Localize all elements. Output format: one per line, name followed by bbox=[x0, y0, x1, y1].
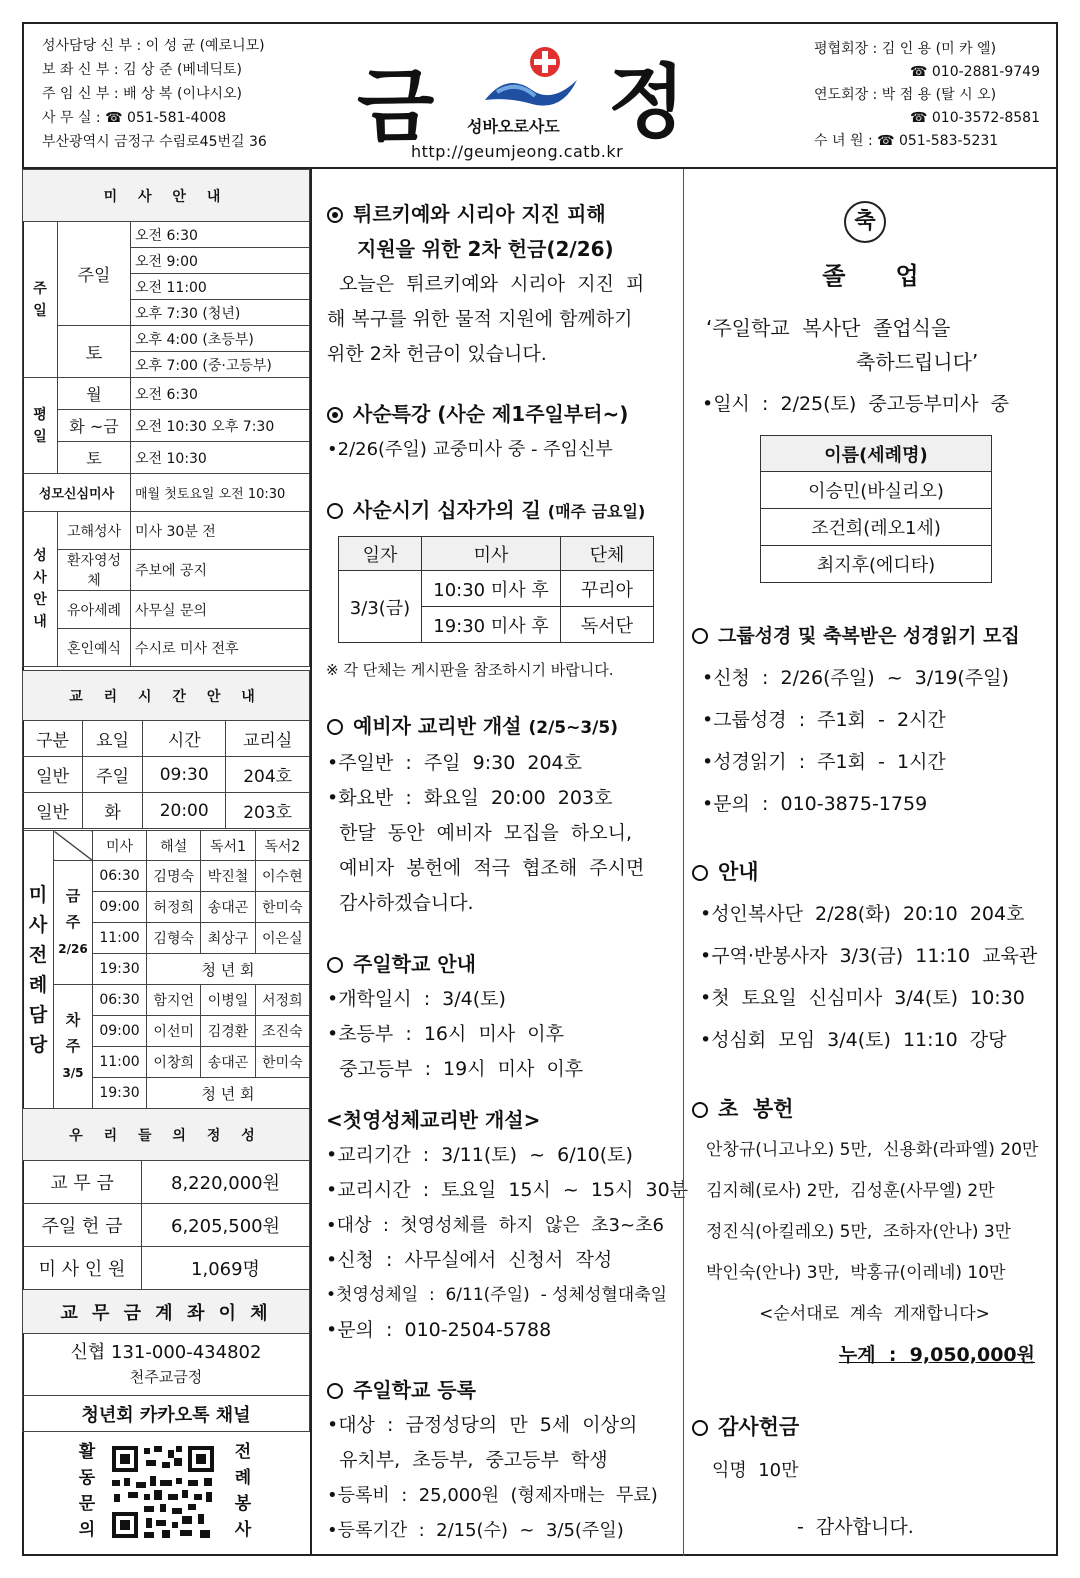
qr-code-icon[interactable] bbox=[110, 1444, 216, 1540]
diagonal-cell bbox=[54, 831, 93, 861]
council-line: 평협회장 : 김 인 용 (미 카 엘) bbox=[814, 41, 997, 57]
body-line: •초등부 : 16시 미사 이후 bbox=[327, 1023, 564, 1045]
bullet-icon bbox=[327, 1383, 343, 1399]
tue-fri-label: 화 ~금 bbox=[58, 410, 131, 442]
table-cell: 06:30 bbox=[93, 985, 147, 1016]
account-title: 교 무 금 계 좌 이 체 bbox=[23, 1290, 310, 1334]
sunday-school-info bbox=[327, 947, 672, 1087]
table-cell: 19:30 미사 후 bbox=[422, 607, 561, 643]
offering-value: 8,220,000원 bbox=[142, 1161, 310, 1204]
title-text: 초 봉헌 bbox=[718, 1097, 794, 1121]
column-header: 요일 bbox=[83, 721, 143, 757]
table-cell: 11:00 bbox=[93, 923, 147, 954]
sunday-label: 주일 bbox=[58, 222, 131, 326]
column-header: 구분 bbox=[23, 721, 83, 757]
graduation-date: •일시 : 2/25(토) 중고등부미사 중 bbox=[702, 393, 1009, 415]
catechism-table bbox=[22, 670, 310, 829]
body-line: •문의 : 010-2504-5788 bbox=[326, 1319, 552, 1341]
mass-time: 오후 7:30 (청년) bbox=[131, 300, 310, 326]
table-cell: 09:30 bbox=[143, 757, 226, 793]
account-number: 신협 131-000-434802 bbox=[70, 1341, 262, 1363]
devotion-mass-time: 매월 첫토요일 오전 10:30 bbox=[131, 474, 310, 512]
congratulation-badge-icon: 축 bbox=[844, 201, 886, 243]
account-holder: 천주교금정 bbox=[129, 1367, 203, 1386]
title-left: 금 bbox=[357, 60, 437, 153]
table-cell: 이병일 bbox=[201, 985, 255, 1016]
duty-vertical-label: 미 사 전 례 담 당 bbox=[23, 831, 54, 1109]
body-line: 유치부, 초등부, 중고등부 학생 bbox=[327, 1449, 608, 1471]
table-cell: 06:30 bbox=[93, 861, 147, 892]
table-cell: 3/3(금) bbox=[339, 571, 422, 643]
column-header: 미사 bbox=[422, 537, 561, 571]
body-line: 예비자 봉헌에 적극 협조해 주시면 bbox=[327, 857, 645, 879]
body-line: 감사하겠습니다. bbox=[327, 892, 474, 914]
body-line: •문의 : 010-3875-1759 bbox=[702, 793, 928, 815]
first-communion-class bbox=[326, 1103, 689, 1348]
mass-time: 오전 10:30 bbox=[131, 442, 310, 474]
body-line: •신청 : 사무실에서 신청서 작성 bbox=[326, 1249, 613, 1271]
this-week-label bbox=[54, 861, 93, 985]
bullet-icon bbox=[327, 503, 343, 519]
table-cell: 이수현 bbox=[255, 861, 309, 892]
table-cell: 10:30 미사 후 bbox=[422, 571, 561, 607]
mass-time: 오후 4:00 (초등부) bbox=[131, 326, 310, 352]
sacrament-vertical-label: 성 사 안 내 bbox=[23, 512, 58, 667]
devotion-mass-label: 성모신심미사 bbox=[23, 474, 131, 512]
lent-lecture bbox=[327, 397, 672, 467]
bullet-icon bbox=[692, 1102, 708, 1118]
mass-time: 오전 6:30 bbox=[131, 222, 310, 248]
title-text: 주일학교 등록 bbox=[353, 1378, 476, 1402]
sacrament-name: 환자영성체 bbox=[58, 550, 131, 591]
graduate-name: 조건희(레오1세) bbox=[761, 509, 992, 546]
mass-time: 오전 10:30 오후 7:30 bbox=[131, 410, 310, 442]
body-line: •구역·반봉사자 3/3(금) 11:10 교육관 bbox=[700, 945, 1038, 967]
offering-title: 우 리 들 의 정 성 bbox=[23, 1109, 310, 1161]
donor-line: 박인숙(안나) 3만, 박홍규(이레네) 10만 bbox=[706, 1263, 1006, 1283]
table-cell: 20:00 bbox=[143, 793, 226, 829]
council-line: 연도회장 : 박 점 용 (탈 시 오) bbox=[814, 87, 997, 103]
saturday-label: 토 bbox=[58, 442, 131, 474]
table-cell: 이창희 bbox=[147, 1047, 201, 1078]
candle-note: <순서대로 계속 게재합니다> bbox=[759, 1304, 990, 1324]
catechumen-class bbox=[327, 709, 672, 921]
table-cell: 일반 bbox=[23, 793, 83, 829]
sacrament-value: 주보에 공지 bbox=[131, 550, 310, 591]
section-title bbox=[692, 615, 1057, 657]
closing-line: - 감사합니다. bbox=[797, 1516, 914, 1538]
sacrament-value: 미사 30분 전 bbox=[131, 512, 310, 550]
table-row bbox=[23, 757, 310, 793]
sunday-vertical-label: 주 일 bbox=[23, 222, 58, 378]
body-line: •첫 토요일 신심미사 3/4(토) 10:30 bbox=[700, 987, 1025, 1009]
bullet-icon bbox=[327, 957, 343, 973]
liturgy-duty-table bbox=[22, 830, 310, 1109]
column-header: 독서1 bbox=[201, 831, 255, 861]
mass-time: 오전 9:00 bbox=[131, 248, 310, 274]
title-text: 안내 bbox=[718, 860, 759, 884]
table-cell: 19:30 bbox=[93, 1078, 147, 1109]
mass-schedule-table bbox=[22, 169, 310, 667]
kakao-title: 청년회 카카오톡 채널 bbox=[23, 1396, 310, 1432]
section-title bbox=[692, 1405, 1057, 1449]
bullet-icon bbox=[692, 865, 708, 881]
bullet-icon bbox=[327, 407, 343, 423]
column-header: 시간 bbox=[143, 721, 226, 757]
week-date: 2/26 bbox=[58, 942, 88, 956]
table-row bbox=[23, 793, 310, 829]
column-header: 미사 bbox=[93, 831, 147, 861]
body-line: •대상 : 첫영성체를 하지 않은 초3~초6 bbox=[326, 1215, 664, 1236]
clergy-line: 보 좌 신 부 : 김 상 준 (베네딕토) bbox=[42, 62, 243, 78]
column-header: 교리실 bbox=[226, 721, 310, 757]
table-cell: 서정희 bbox=[255, 985, 309, 1016]
church-logo-icon bbox=[477, 42, 587, 122]
body-line: •성심회 모임 3/4(토) 11:10 강당 bbox=[700, 1029, 1007, 1051]
section-title bbox=[327, 197, 672, 232]
table-cell: 한미숙 bbox=[255, 892, 309, 923]
table-cell: 박진철 bbox=[201, 861, 255, 892]
middle-column bbox=[312, 169, 689, 1556]
week-date: 3/5 bbox=[62, 1066, 84, 1080]
body-line: •신청 : 2/26(주일) ~ 3/19(주일) bbox=[702, 667, 1009, 689]
stations-table bbox=[338, 536, 654, 643]
body-line: •화요반 : 화요일 20:00 203호 bbox=[327, 787, 613, 809]
title-right: 정 bbox=[608, 56, 686, 149]
clergy-line: 사 무 실 : ☎ 051-581-4008 bbox=[42, 110, 227, 126]
title-text: 지원을 위한 2차 헌금(2/26) bbox=[357, 237, 614, 261]
bullet-icon bbox=[327, 207, 343, 223]
bible-reading-section bbox=[692, 615, 1057, 825]
body-line: 해 복구를 위한 물적 지원에 함께하기 bbox=[327, 308, 633, 330]
section-title: <첫영성체교리반 개설> bbox=[326, 1108, 541, 1132]
clergy-line: 성사담당 신 부 : 이 성 균 (예로니모) bbox=[42, 38, 265, 54]
offering-table bbox=[22, 1108, 310, 1432]
mass-time: 오후 7:00 (중·고등부) bbox=[131, 352, 310, 378]
title-text: 감사헌금 bbox=[718, 1415, 800, 1439]
title-sub: (매주 금요일) bbox=[547, 502, 646, 521]
table-cell: 독서단 bbox=[561, 607, 654, 643]
graduate-name: 이승민(바실리오) bbox=[761, 472, 992, 509]
table-cell: 꾸리아 bbox=[561, 571, 654, 607]
title-text: 사순시기 십자가의 길 bbox=[353, 498, 541, 522]
title-text: 주일학교 안내 bbox=[353, 952, 476, 976]
table-cell: 09:00 bbox=[93, 892, 147, 923]
mass-time: 오전 11:00 bbox=[131, 274, 310, 300]
table-cell: 김명숙 bbox=[147, 861, 201, 892]
mass-title: 미 사 안 내 bbox=[23, 170, 310, 222]
earthquake-notice bbox=[327, 197, 672, 372]
section-title bbox=[692, 851, 1057, 893]
body-line: •교리기간 : 3/11(토) ~ 6/10(토) bbox=[326, 1144, 633, 1166]
table-cell: 일반 bbox=[23, 757, 83, 793]
candle-total: 누계 : 9,050,000원 bbox=[838, 1344, 1035, 1366]
body-line: •주일반 : 주일 9:30 204호 bbox=[327, 752, 582, 774]
stations-of-cross bbox=[327, 493, 672, 529]
title-text: 예비자 교리반 개설 bbox=[353, 714, 522, 738]
table-cell: 한미숙 bbox=[255, 1047, 309, 1078]
section-title bbox=[327, 709, 672, 746]
thanks-offering-section bbox=[692, 1405, 1057, 1549]
table-cell: 이은실 bbox=[255, 923, 309, 954]
title-text: 튀르키예와 시리아 지진 피해 bbox=[353, 202, 606, 226]
table-cell: 11:00 bbox=[93, 1047, 147, 1078]
account-info bbox=[23, 1334, 310, 1396]
table-cell: 허정희 bbox=[147, 892, 201, 923]
week-label: 차 주 bbox=[65, 1011, 81, 1055]
table-cell: 203호 bbox=[226, 793, 310, 829]
candle-offering-section bbox=[692, 1089, 1057, 1376]
council-info bbox=[814, 38, 1040, 153]
week-label: 금 주 bbox=[65, 887, 81, 931]
left-column bbox=[22, 169, 312, 1556]
offering-value: 1,069명 bbox=[142, 1247, 310, 1290]
body-line: •등록비 : 25,000원 (형제자매는 무료) bbox=[327, 1485, 658, 1506]
sacrament-value: 사무실 문의 bbox=[131, 591, 310, 629]
phone-line: ☎ 010-2881-9749 bbox=[910, 64, 1040, 80]
youth-group-cell: 청 년 회 bbox=[147, 954, 310, 985]
body-line: •첫영성체일 : 6/11(주일) - 성체성혈대축일 bbox=[326, 1285, 668, 1305]
column-header: 이름(세례명) bbox=[761, 436, 992, 472]
section-title bbox=[327, 397, 672, 432]
offering-label: 미 사 인 원 bbox=[23, 1247, 142, 1290]
phone-line: ☎ 010-3572-8581 bbox=[910, 110, 1040, 126]
kakao-right-label: 전 례 봉 사 bbox=[234, 1442, 252, 1540]
address-line: 부산광역시 금정구 수림로45번길 36 bbox=[42, 134, 267, 150]
right-column bbox=[683, 169, 1058, 1556]
notice-section bbox=[692, 851, 1057, 1061]
bullet-icon bbox=[327, 719, 343, 735]
convent-line: 수 녀 원 : ☎ 051-583-5231 bbox=[814, 133, 999, 149]
table-cell: 김경환 bbox=[201, 1016, 255, 1047]
section-title bbox=[327, 947, 672, 982]
body-line: •2/26(주일) 교중미사 중 - 주임신부 bbox=[327, 439, 613, 460]
sacrament-name: 혼인예식 bbox=[58, 629, 131, 667]
next-week-label bbox=[54, 985, 93, 1109]
body-line: 중고등부 : 19시 미사 이후 bbox=[327, 1058, 584, 1080]
bullet-icon bbox=[692, 1420, 708, 1436]
section-title bbox=[692, 1089, 1057, 1130]
kakao-left-label: 활 동 문 의 bbox=[78, 1442, 96, 1540]
graduates-table bbox=[760, 435, 992, 583]
youth-group-cell: 청 년 회 bbox=[147, 1078, 310, 1109]
table-cell: 송대곤 bbox=[201, 892, 255, 923]
note-line: ※ 각 단체는 게시판을 참조하시기 바랍니다. bbox=[326, 661, 614, 679]
table-cell: 204호 bbox=[226, 757, 310, 793]
graduation-line: ‘주일학교 복사단 졸업식을 bbox=[706, 316, 951, 340]
body-line: •그룹성경 : 주1회 - 2시간 bbox=[702, 709, 946, 731]
table-cell: 주일 bbox=[83, 757, 143, 793]
offering-label: 주일 헌 금 bbox=[23, 1204, 142, 1247]
graduate-name: 최지후(에디타) bbox=[761, 546, 992, 583]
graduation-title: 졸 업 bbox=[822, 262, 919, 290]
section-title bbox=[327, 1373, 677, 1408]
table-cell: 조진숙 bbox=[255, 1016, 309, 1047]
saturday-label: 토 bbox=[58, 326, 131, 378]
table-cell: 화 bbox=[83, 793, 143, 829]
section-title bbox=[327, 493, 672, 529]
body-line: 익명 10만 bbox=[712, 1460, 799, 1481]
logo-text: 성바오로사도 bbox=[467, 117, 560, 136]
offering-value: 6,205,500원 bbox=[142, 1204, 310, 1247]
column-header: 해설 bbox=[147, 831, 201, 861]
weekday-vertical-label: 평 일 bbox=[23, 378, 58, 474]
body-line: •대상 : 금정성당의 만 5세 이상의 bbox=[327, 1414, 638, 1436]
column-header: 일자 bbox=[339, 537, 422, 571]
body-line: •등록기간 : 2/15(수) ~ 3/5(주일) bbox=[327, 1520, 624, 1541]
website-link[interactable]: http://geumjeong.catb.kr bbox=[411, 142, 624, 161]
table-cell: 최상구 bbox=[201, 923, 255, 954]
title-text: 사순특강 (사순 제1주일부터~) bbox=[353, 402, 629, 426]
body-line: •성인복사단 2/28(화) 20:10 204호 bbox=[700, 903, 1025, 925]
donor-line: 정진식(아킬레오) 5만, 조하자(안나) 3만 bbox=[706, 1222, 1012, 1242]
title-sub: (2/5~3/5) bbox=[528, 718, 618, 738]
donor-line: 안창규(니고나오) 5만, 신용화(라파엘) 20만 bbox=[706, 1140, 1039, 1160]
donor-line: 김지혜(로사) 2만, 김성훈(사무엘) 2만 bbox=[706, 1181, 995, 1201]
body-line: 한달 동안 예비자 모집을 하오니, bbox=[327, 822, 633, 844]
title-text: 그룹성경 및 축복받은 성경읽기 모집 bbox=[718, 625, 1020, 647]
table-cell: 이선미 bbox=[147, 1016, 201, 1047]
body-line: •개학일시 : 3/4(토) bbox=[327, 988, 506, 1010]
body-line: •교리시간 : 토요일 15시 ~ 15시 30분 bbox=[326, 1179, 689, 1201]
graduation-line: 축하드립니다’ bbox=[856, 350, 979, 374]
column-header: 단체 bbox=[561, 537, 654, 571]
clergy-line: 주 임 신 부 : 배 상 복 (이냐시오) bbox=[42, 86, 243, 102]
sacrament-name: 고해성사 bbox=[58, 512, 131, 550]
body-line: 위한 2차 헌금이 있습니다. bbox=[327, 343, 547, 365]
table-cell: 송대곤 bbox=[201, 1047, 255, 1078]
clergy-info bbox=[42, 34, 267, 154]
mass-time: 오전 6:30 bbox=[131, 378, 310, 410]
sunday-school-registration bbox=[327, 1373, 677, 1548]
table-cell: 09:00 bbox=[93, 1016, 147, 1047]
offering-label: 교 무 금 bbox=[23, 1161, 142, 1204]
sacrament-value: 수시로 미사 전후 bbox=[131, 629, 310, 667]
table-cell: 19:30 bbox=[93, 954, 147, 985]
table-cell: 김형숙 bbox=[147, 923, 201, 954]
catechism-title: 교 리 시 간 안 내 bbox=[23, 671, 310, 721]
table-cell: 함지언 bbox=[147, 985, 201, 1016]
monday-label: 월 bbox=[58, 378, 131, 410]
column-header: 독서2 bbox=[255, 831, 309, 861]
sacrament-name: 유아세례 bbox=[58, 591, 131, 629]
bullet-icon bbox=[692, 628, 708, 644]
body-line: 오늘은 튀르키예와 시리아 지진 피 bbox=[327, 273, 645, 295]
header bbox=[22, 22, 1058, 169]
body-line: •성경읽기 : 주1회 - 1시간 bbox=[702, 751, 946, 773]
